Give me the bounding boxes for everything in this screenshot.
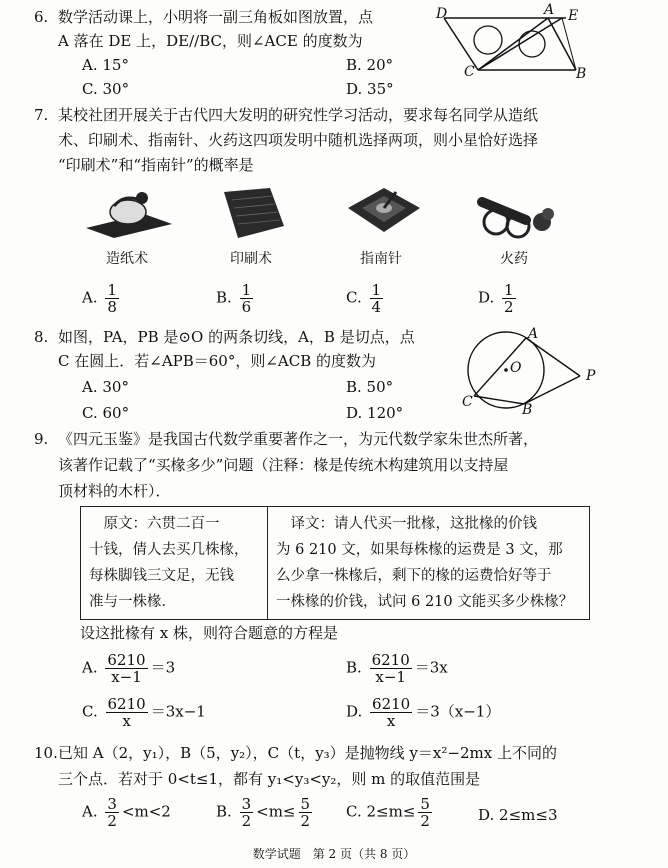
- question-text-line: “印刷术”和“指南针”的概率是: [58, 156, 254, 174]
- figure-label-c: C: [464, 64, 475, 80]
- invention-label-compass: 指南针: [360, 251, 402, 267]
- option-d: D. 35°: [346, 80, 394, 98]
- question-number: 6.: [34, 8, 49, 26]
- question-text-line: 顶材料的木杆）．: [58, 482, 171, 500]
- original-text-cell: 原文：六贯二百一 十钱，倩人去买几株椽， 每株脚钱三文足，无钱 准与一株椽．: [81, 507, 268, 620]
- option-a: A. 30°: [82, 378, 129, 396]
- option-c: C. 60°: [82, 404, 130, 422]
- invention-label-printing: 印刷术: [230, 251, 272, 267]
- q9-source-translation-table: [80, 506, 590, 620]
- question-text-line: 如图，PA，PB 是⊙O 的两条切线，A，B 是切点，点: [58, 328, 415, 346]
- option-a: A. 15°: [82, 56, 129, 74]
- question-text-line: 《四元玉鉴》是我国古代数学重要著作之一，为元代数学家朱世杰所著，: [58, 430, 539, 448]
- gunpowder-illustration: [476, 182, 556, 242]
- option-d: D. 120°: [346, 404, 404, 422]
- figure-label-c: C: [462, 394, 473, 410]
- figure-label-b: B: [522, 402, 533, 418]
- figure-label-o: O: [510, 360, 522, 376]
- question-text-line: 术、印刷术、指南针、火药这四项发明中随机选择两项，则小星恰好选择: [58, 131, 539, 149]
- printing-illustration: [218, 186, 288, 242]
- option-c: C. 30°: [82, 80, 130, 98]
- q9-option-d: D. $\frac{6210}{x}$ ＝3（x−1）: [346, 695, 501, 730]
- question-text-line: 某校社团开展关于古代四大发明的研究性学习活动，要求每名同学从造纸: [58, 106, 539, 124]
- question-number: 9.: [34, 430, 49, 448]
- q7-option-c: C. $\frac{1}{4}$: [346, 281, 382, 316]
- option-b: B. 20°: [346, 56, 394, 74]
- q7-option-b: B. $\frac{1}{6}$: [216, 281, 252, 316]
- question-text-line: 已知 A（2，y₁），B（5，y₂），C（t，y₃）是抛物线 y＝x²−2mx 上不同的: [58, 744, 557, 762]
- q10-option-d: D. 2≤m≤3: [478, 806, 558, 824]
- question-number: 8.: [34, 328, 49, 346]
- page-footer: 数学试题 第 2 页（共 8 页）: [252, 847, 416, 861]
- q10-option-b: B. $\frac{3}{2}$ <m≤ $\frac{5}{2}$: [216, 795, 311, 830]
- invention-label-gunpowder: 火药: [500, 251, 528, 267]
- option-b: B. 50°: [346, 378, 394, 396]
- question-text-line: 数学活动课上，小明将一副三角板如图放置，点: [58, 8, 374, 26]
- figure-label-a: A: [544, 2, 555, 18]
- figure-label-d: D: [436, 6, 448, 22]
- figure-label-b: B: [576, 66, 587, 82]
- q7-option-a: A. $\frac{1}{8}$: [82, 281, 117, 316]
- figure-label-a: A: [528, 326, 539, 342]
- q10-option-c: C. 2≤m≤ $\frac{5}{2}$: [346, 795, 430, 830]
- question-text-line: 该著作记载了“买椽多少”问题（注释：椽是传统木构建筑用以支持屋: [58, 456, 509, 474]
- q9-option-c: C. $\frac{6210}{x}$ ＝3x−1: [82, 695, 206, 730]
- figure-label-e: E: [568, 8, 579, 24]
- q10-option-a: A. $\frac{3}{2}$ <m<2: [82, 795, 171, 830]
- q7-option-d: D. $\frac{1}{2}$: [478, 281, 514, 316]
- q9-option-a: A. $\frac{6210}{x-1}$ ＝3: [82, 651, 176, 686]
- invention-label-papermaking: 造纸术: [106, 251, 148, 267]
- papermaking-illustration: [84, 184, 174, 240]
- question-number: 7.: [34, 106, 49, 124]
- figure-label-p: P: [586, 368, 596, 384]
- question-text-line: 三个点．若对于 0<t≤1，都有 y₁<y₃<y₂，则 m 的取值范围是: [58, 770, 481, 788]
- q9-setup-text: 设这批椽有 x 株，则符合题意的方程是: [80, 624, 338, 642]
- question-number: 10.: [34, 744, 58, 762]
- question-text-line: C 在圆上．若∠APB＝60°，则∠ACB 的度数为: [58, 352, 377, 370]
- question-text-line: A 落在 DE 上，DE//BC，则∠ACE 的度数为: [58, 32, 363, 50]
- translation-text-cell: 译文：请人代买一批椽，这批椽的价钱 为 6 210 文，如果每株椽的运费是 3 文，那 么少拿一株椽后，剩下的椽的运费恰好等于 一株椽的价钱，试问 6 210 文能买多少株椽？: [268, 507, 590, 620]
- compass-illustration: [346, 182, 422, 242]
- q9-option-b: B. $\frac{6210}{x-1}$ ＝3x: [346, 651, 448, 686]
